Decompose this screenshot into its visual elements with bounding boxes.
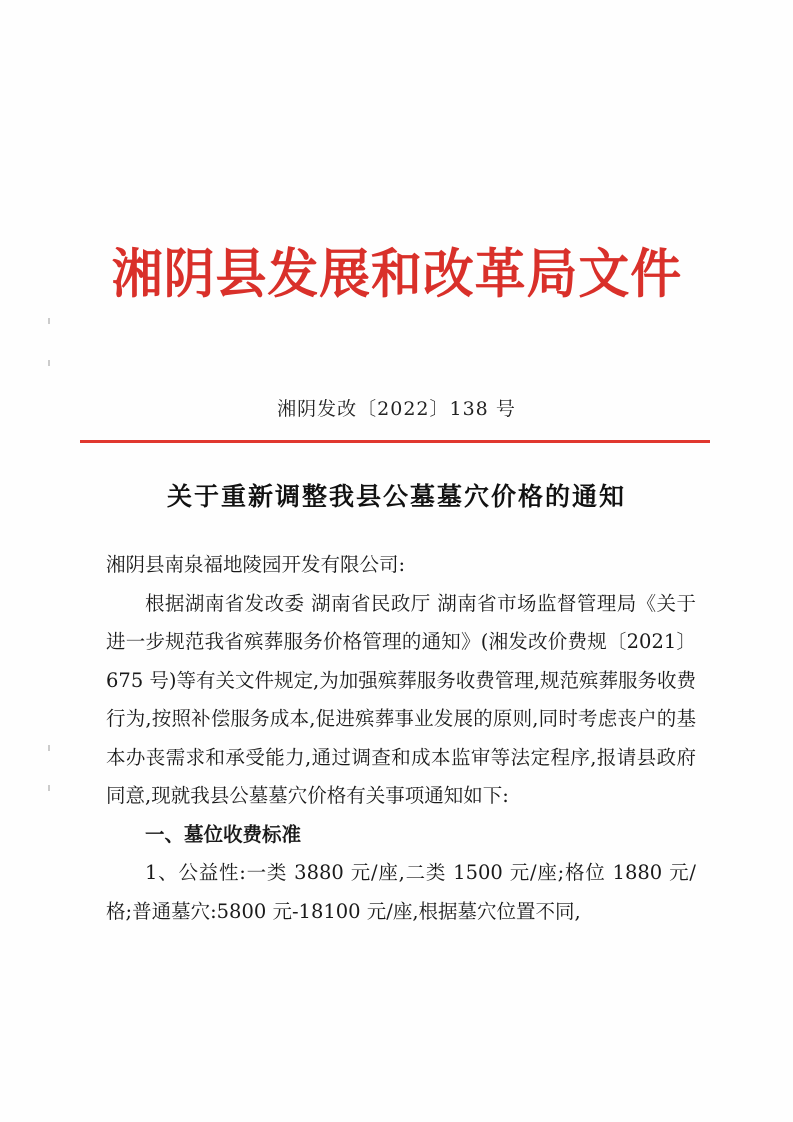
list-item: 1、公益性:一类 3880 元/座,二类 1500 元/座;格位 1880 元/格;普通墓穴:5800 元-18100 元/座,根据墓穴位置不同, [106,861,696,923]
section-heading: 一、墓位收费标准 [145,822,302,846]
margin-mark [48,318,50,324]
document-number: 湘阴发改〔2022〕138 号 [277,398,516,420]
document-masthead: 湘阴县发展和改革局文件 [111,244,683,305]
margin-mark [48,360,50,366]
margin-mark [48,745,50,751]
body-paragraph: 根据湖南省发改委 湖南省民政厅 湖南省市场监督管理局《关于进一步规范我省殡葬服务价格管理的通知》(湘发改价费规〔2021〕675 号)等有关文件规定,为加强殡葬服务收费管理,规范殡葬服务收费行为,按照补偿服务成本,促进殡葬事业发展的原则,同时考虑丧户的基本办丧需求和承受能力,通过调查和成本监审等法定程序,报请县政府同意,现就我县公墓墓穴价格有关事项通知如下: [106,591,696,807]
margin-mark [48,785,50,791]
document-title: 关于重新调整我县公墓墓穴价格的通知 [166,482,626,511]
addressee: 湘阴县南泉福地陵园开发有限公司: [106,553,406,576]
document-body [106,546,696,931]
red-divider-line [80,440,710,443]
